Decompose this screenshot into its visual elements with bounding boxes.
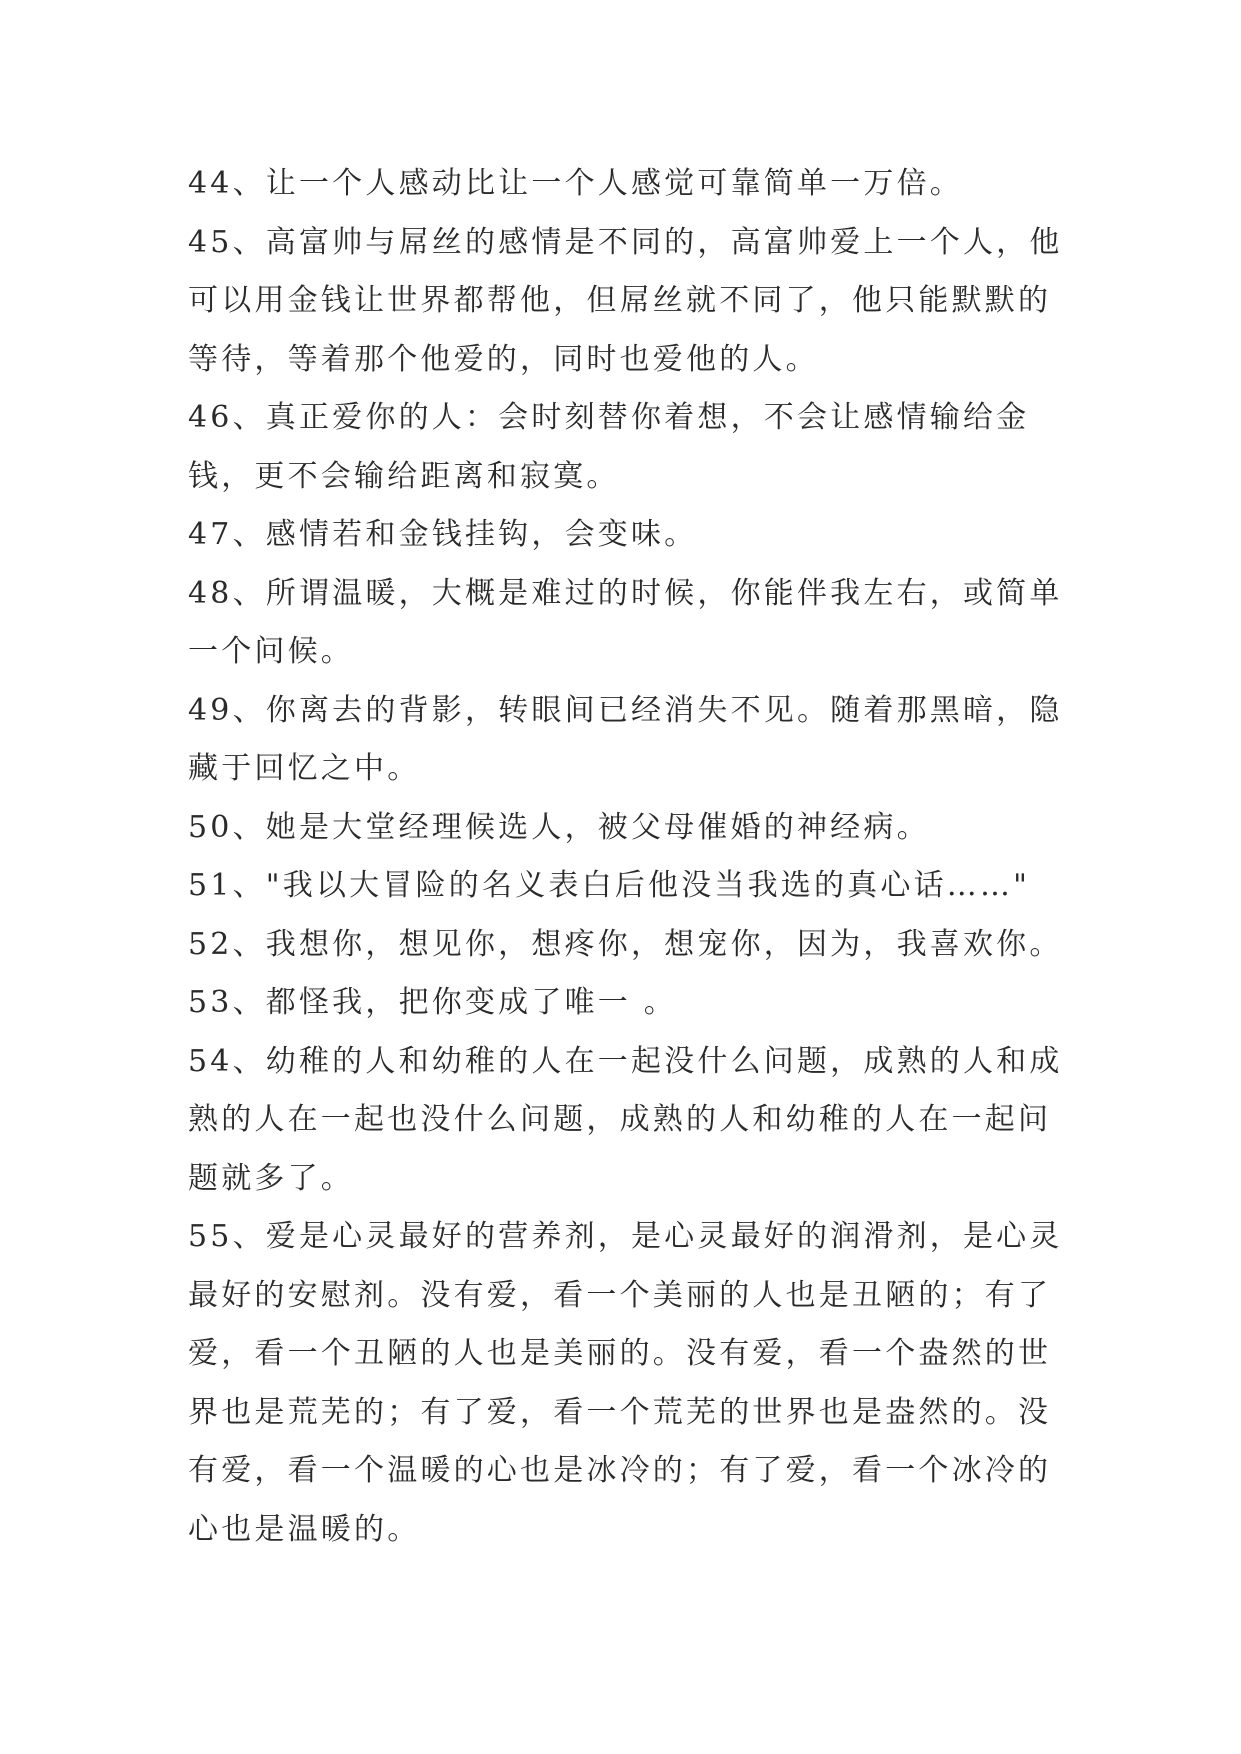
paragraph-52: 52、我想你，想见你，想疼你，想宠你，因为，我喜欢你。 <box>188 926 1063 962</box>
paragraph-47: 47、感情若和金钱挂钩，会变味。 <box>188 517 698 552</box>
paragraph-51: 51、"我以大冒险的名义表白后他没当我选的真心话……" <box>188 868 1031 903</box>
paragraph-55: 55、爱是心灵最好的营养剂，是心灵最好的润滑剂，是心灵最好的安慰剂。没有爱，看一个美丽的人也是丑陋的；有了爱，看一个丑陋的人也是美丽的。没有爱，看一个盎然的世界也是荒芜的；有了爱，看一个荒芜的世界也是盎然的。没有爱，看一个温暖的心也是冰冷的；有了爱，看一个冰冷的心也是温暖的。 <box>188 1219 1063 1547</box>
paragraph-45: 45、高富帅与屌丝的感情是不同的，高富帅爱上一个人，他可以用金钱让世界都帮他，但屌丝就不同了，他只能默默的等待，等着那个他爱的，同时也爱他的人。 <box>188 224 1063 377</box>
paragraph-50: 50、她是大堂经理候选人，被父母催婚的神经病。 <box>188 809 930 845</box>
document-body <box>188 155 1068 1559</box>
paragraph-48: 48、所谓温暖，大概是难过的时候，你能伴我左右，或简单一个问候。 <box>188 575 1063 669</box>
paragraph-46: 46、真正爱你的人：会时刻替你着想，不会让感情输给金钱，更不会输给距离和寂寞。 <box>188 400 1030 494</box>
paragraph-44: 44、让一个人感动比让一个人感觉可靠简单一万倍。 <box>188 166 963 201</box>
paragraph-54: 54、幼稚的人和幼稚的人在一起没什么问题，成熟的人和成熟的人在一起也没什么问题，成熟的人和幼稚的人在一起问题就多了。 <box>188 1043 1063 1196</box>
paragraph-53: 53、都怪我，把你变成了唯一 。 <box>188 985 677 1020</box>
paragraph-49: 49、你离去的背影，转眼间已经消失不见。随着那黑暗，隐藏于回忆之中。 <box>188 692 1063 786</box>
